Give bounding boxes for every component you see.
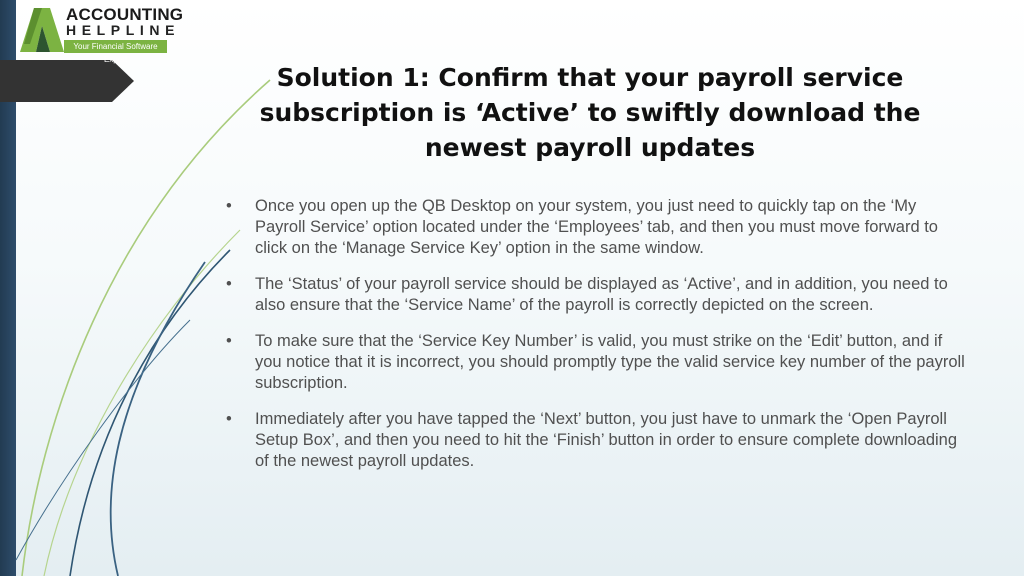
bullet-text: Once you open up the QB Desktop on your system, you just need to quickly tap on the ‘My Payroll Service’ option located under the ‘Employees’ tab, and then you must move forward to click on the ‘Manage Service Key’ option in the same window. — [255, 197, 938, 257]
bullet-item — [226, 196, 966, 259]
logo — [20, 4, 184, 64]
logo-name-line2: HELPLINE — [66, 22, 181, 38]
bullet-item — [226, 331, 966, 394]
bullet-text: To make sure that the ‘Service Key Number’ is valid, you must strike on the ‘Edit’ button, and if you notice that it is incorrect, you should promptly type the valid service key number of the payroll subscription. — [255, 332, 965, 392]
curve-blue-3 — [16, 320, 190, 560]
logo-a-icon — [20, 4, 64, 54]
bullet-symbol: • — [226, 332, 232, 350]
curve-green-2 — [44, 230, 240, 576]
logo-name-line1: ACCOUNTING — [66, 5, 184, 24]
curve-blue-1 — [70, 250, 230, 576]
bullet-symbol: • — [226, 197, 232, 215]
bullet-item — [226, 274, 966, 316]
curve-blue-2 — [111, 262, 205, 576]
bullet-symbol: • — [226, 275, 232, 293]
bullet-item — [226, 409, 966, 472]
bullet-text: The ‘Status’ of your payroll service should be displayed as ‘Active’, and in addition, you need to also ensure that the ‘Service Name’ of the payroll is correctly depicted on the screen. — [255, 275, 948, 314]
slide-title: Solution 1: Confirm that your payroll service subscription is ‘Active’ to swiftly download the newest payroll updates — [259, 63, 921, 162]
bullet-text: Immediately after you have tapped the ‘Next’ button, you just have to unmark the ‘Open Payroll Setup Box’, and then you need to hit the ‘Finish’ button in order to ensure complete downloading of the newest payroll updates. — [255, 410, 958, 470]
bullet-symbol: • — [226, 410, 232, 428]
arrow-banner — [0, 60, 134, 102]
logo-tagline: Your Financial Software Expert — [64, 40, 167, 53]
bullet-list — [226, 196, 966, 487]
